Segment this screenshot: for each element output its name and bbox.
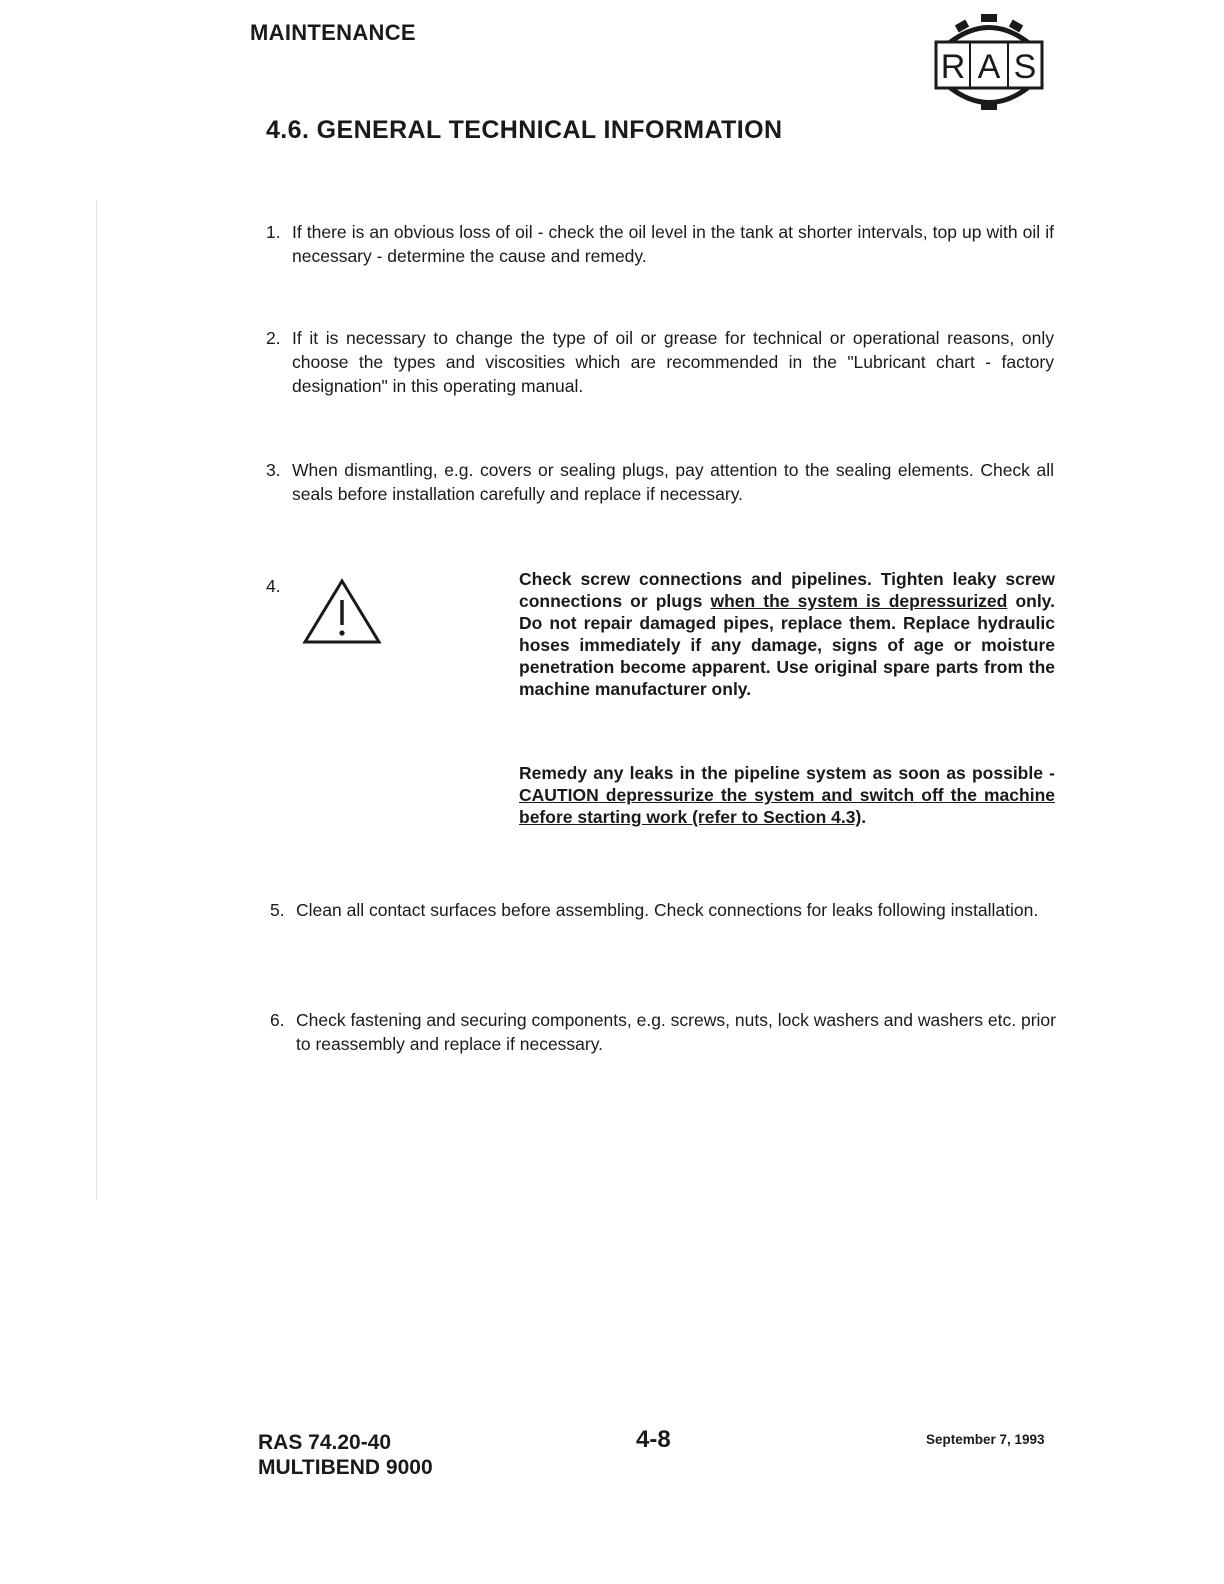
ras-logo (930, 12, 1048, 112)
warning-text: only. Do not repair damaged pipes, replace them. Replace hydraulic hoses immediately if any damage, signs of age or moisture penetration become apparent. Use original spare parts from the machine manufacturer only. (519, 591, 1055, 699)
item-text: When dismantling, e.g. covers or sealing plugs, pay attention to the sealing elements. Check all seals before installation carefully and replace if necessary. (292, 460, 1054, 504)
list-item (270, 1008, 1060, 1058)
list-item (266, 458, 1056, 508)
warning-paragraph-1 (519, 568, 1055, 700)
footer-doc-number: RAS 74.20-40 (258, 1431, 392, 1454)
underlined-text: when the system is depressurized (710, 591, 1008, 611)
item-number: 3. (266, 460, 281, 480)
warning-paragraph-2 (519, 762, 1055, 828)
section-label: MAINTENANCE (250, 20, 416, 45)
underlined-text: CAUTION depressurize the system and switch off the machine before starting work (refer to Section 4.3) (519, 785, 1055, 827)
item-text: Clean all contact surfaces before assembling. Check connections for leaks following installation. (296, 900, 1039, 920)
item-number: 5. (270, 900, 285, 920)
warning-text: Remedy any leaks in the pipeline system as soon as possible - (519, 763, 1055, 783)
logo-letter-r: R (940, 48, 966, 86)
item-number: 2. (266, 328, 281, 348)
warning-text: Check screw connections and pipelines. Tighten leaky screw connections or plugs (519, 569, 1055, 611)
page-number: 4-8 (636, 1426, 671, 1453)
item-number: 6. (270, 1010, 285, 1030)
list-item (266, 326, 1056, 400)
item-text: Check fastening and securing components, e.g. screws, nuts, lock washers and washers etc. prior to reassembly and replace if necessary. (296, 1010, 1056, 1054)
item-text: If there is an obvious loss of oil - check the oil level in the tank at shorter intervals, top up with oil if necessary - determine the cause and remedy. (292, 222, 1054, 266)
section-title: 4.6. GENERAL TECHNICAL INFORMATION (266, 116, 783, 144)
scan-margin-line (96, 200, 97, 1200)
warning-text: . (861, 807, 867, 827)
list-item (266, 220, 1056, 270)
item-number: 4. (266, 576, 281, 596)
footer-date: September 7, 1993 (926, 1432, 1045, 1447)
list-item-warning (266, 574, 296, 600)
item-number: 1. (266, 222, 281, 242)
list-item (270, 898, 1060, 948)
footer-model: MULTIBEND 9000 (258, 1456, 433, 1479)
footer-doc-info (258, 1430, 433, 1480)
item-text: If it is necessary to change the type of oil or grease for technical or operational reasons, only choose the types and viscosities which are recommended in the "Lubricant chart - factory designation" in this operating manual. (292, 328, 1054, 396)
logo-letter-a: A (977, 48, 1001, 86)
warning-triangle-icon (302, 578, 382, 646)
logo-letter-s: S (1013, 48, 1037, 86)
